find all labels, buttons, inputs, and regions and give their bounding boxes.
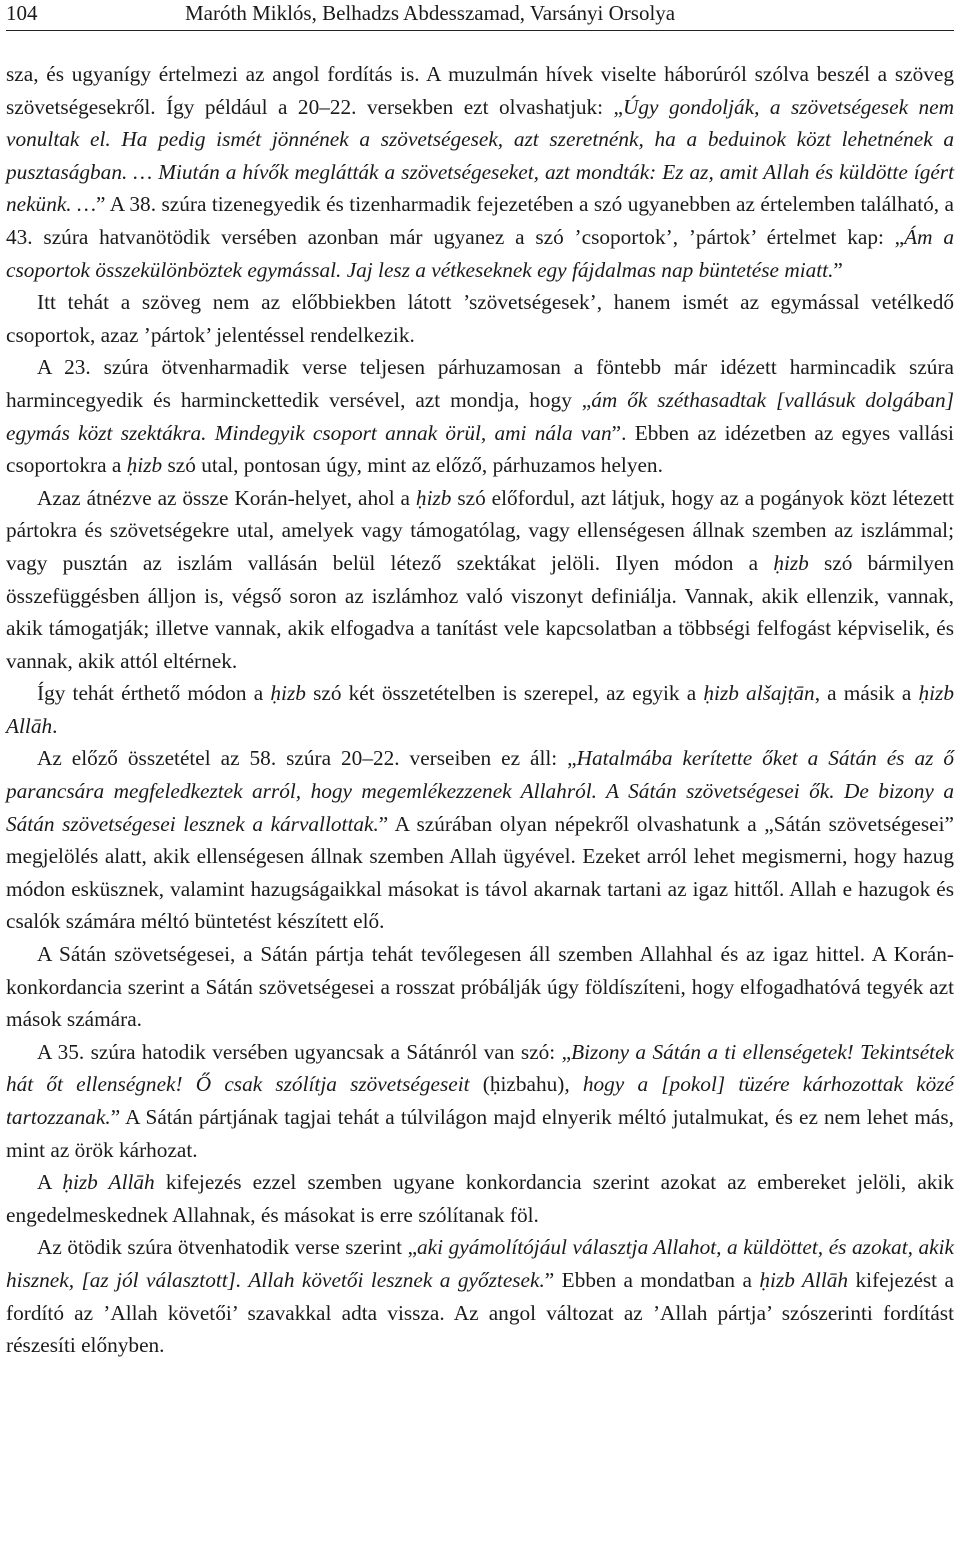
paragraph: Azaz átnézve az össze Korán-helyet, ahol a ḥizb szó előfordul, azt látjuk, hogy az a pogányok közt létezett pártokra és szövetségekre utal, amelyek vagy támogatólag, vagy ellenségesen állnak szemben az iszlámmal; vagy pusztán az iszlám vallásán belül létező szektákat jelöli. Ilyen módon a ḥizb szó bármilyen összefüggésben álljon is, végső soron az iszlámhoz való viszonyt definiálja. Vannak, akik ellenzik, vannak, akik támogatják; illetve vannak, akik elfogadva a tanítást vele kapcsolatban a többségi felfogást képviselik, és vannak, akik attól eltérnek. — [6, 485, 954, 673]
paragraph: Így tehát érthető módon a ḥizb szó két összetételben is szerepel, az egyik a ḥizb alšajṭān, a másik a ḥizb Allāh. — [6, 681, 954, 738]
paragraph: Itt tehát a szöveg nem az előbbiekben látott ’szövetségesek’, hanem ismét az egymással vetélkedő csoportok, azaz ’pártok’ jelentéssel rendelkezik. — [6, 290, 954, 347]
body-text — [6, 58, 954, 1362]
running-title: Maróth Miklós, Belhadzs Abdesszamad, Varsányi Orsolya — [185, 1, 676, 25]
paragraph: Az ötödik szúra ötvenhatodik verse szerint „aki gyámolítójául választja Allahot, a küldöttet, és azokat, akik hisznek, [az jól választott]. Allah követői lesznek a győztesek.” Ebben a mondatban a ḥizb Allāh kifejezést a fordító az ’Allah követői’ szavakkal adta vissza. Az angol változat az ’Allah pártja’ szószerinti fordítást részesíti előnyben. — [6, 1235, 954, 1358]
paragraph: A ḥizb Allāh kifejezés ezzel szemben ugyane konkordancia szerint azokat az embereket jelöli, akik engedelmeskednek Allahnak, és másokat is erre szólítanak föl. — [6, 1170, 954, 1227]
paragraph: A 35. szúra hatodik versében ugyancsak a Sátánról van szó: „Bizony a Sátán a ti ellenségetek! Tekintsétek hát őt ellenségnek! Ő csak szólítja szövetségeseit (ḥizbahu), hogy a [pokol] tüzére kárhozottak közé tartozzanak.” A Sátán pártjának tagjai tehát a túlvilágon majd elnyerik méltó jutalmukat, és ez nem lehet más, mint az örök kárhozat. — [6, 1039, 954, 1162]
page-number: 104 — [6, 1, 38, 25]
paragraph: Az előző összetétel az 58. szúra 20–22. verseiben ez áll: „Hatalmába kerítette őket a Sátán és az ő parancsára megfeledkeztek arról, hogy megemlékezzenek Allahról. A Sátán szövetségesei ők. De bizony a Sátán szövetségesei lesznek a kárvallottak.” A szúrában olyan népekről olvashatunk a „Sátán szövetségesei” megjelölés alatt, akik ellenségesen állnak szemben Allah ügyével. Ezeket arról lehet megismerni, hogy hazug módon esküsznek, valamint hazugságaikkal másokat is távol akarnak tartani az igaz hittől. Allah e hazugok és csalók számára méltó büntetést készített elő. — [6, 746, 954, 934]
paragraph: A 23. szúra ötvenharmadik verse teljesen párhuzamosan a föntebb már idézett harmincadik szúra harmincegyedik és harminckettedik versével, azt mondja, hogy „ám ők széthasadtak [vallásuk dolgában] egymás közt szektákra. Mindegyik csoport annak örül, ami nála van”. Ebben az idézetben az egyes vallási csoportokra a ḥizb szó utal, pontosan úgy, mint az előző, párhuzamos helyen. — [6, 355, 954, 478]
paragraph: A Sátán szövetségesei, a Sátán pártja tehát tevőlegesen áll szemben Allahhal és az igaz hittel. A Korán-konkordancia szerint a Sátán szövetségesei a rosszat próbálják úgy földíszíteni, hogy elfogadhatóvá tegyék azt mások számára. — [6, 942, 954, 1032]
running-header — [6, 0, 954, 31]
paragraph: sza, és ugyanígy értelmezi az angol fordítás is. A muzulmán hívek viselte háborúról szólva beszél a szöveg szövetségesekről. Így például a 20–22. versekben ezt olvashatjuk: „Úgy gondolják, a szövetségesek nem vonultak el. Ha pedig ismét jönnének a szövetségesek, azt szeretnénk, ha a beduinok közt lehetnének a pusztaságban. … Miután a hívők meglátták a szövetségeseket, azt mondták: Ez az, amit Allah és küldötte ígért nekünk. …” A 38. szúra tizenegyedik és tizenharmadik fejezetében a szó ugyanebben az értelemben található, a 43. szúra hatvanötödik versében azonban már ugyanez a szó ’csoportok’, ’pártok’ értelmet kap: „Ám a csoportok összekülönböztek egymással. Jaj lesz a vétkeseknek egy fájdalmas nap büntetése miatt.” — [6, 62, 954, 282]
